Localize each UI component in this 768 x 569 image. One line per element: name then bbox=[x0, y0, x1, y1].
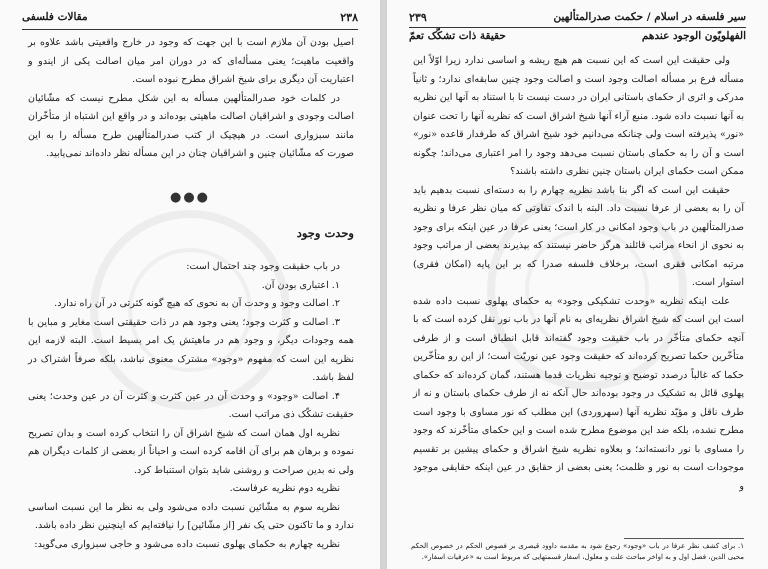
running-title: مقالات فلسفی bbox=[22, 11, 88, 23]
page-number: ۲۳۹ bbox=[409, 10, 427, 24]
paragraph: نظریه سوم به مشّائین نسبت داده می‌شود ولی به نظر ما این نسبت اساسی ندارد و ما تاکنون حتی یک نفر [از مشّائین] را نیافته‌ایم که اینچنین نظر داده باشد. bbox=[28, 501, 354, 531]
page-number: ۲۳۸ bbox=[340, 10, 358, 24]
header-rule bbox=[22, 29, 358, 30]
paragraph: نظریه چهارم به حکمای پهلوی نسبت داده می‌شود و حاجی سبزواری می‌گوید: bbox=[34, 538, 340, 550]
paragraph: ولی حقیقت این است که این نسبت هم هیچ ریشه و اساسی ندارد زیرا اوّلاً این مسأله فرع بر مسأله اصالت وجود است و اصالت وجود چنین سابقه‌ای ندارد؛ و ثانیاً مدرکی و اثری از حکمای باستانی ایران در دست نیست تا با استناد به آنها این نظریه به آنها نسبت داده شود. منبع آراء آنها شیخ اشراق است که نظریه آنها را تحت عنوان «نور» پذیرفته است ولی چنانکه می‌دانیم خود شیخ اشراق که طرفدار قاعده «نور» است و آن را به حکمای باستان نسبت می‌دهد وجود را امر اعتباری می‌داند؛ چگونه ممکن است حکمای ایران باستان چنین نظری داشته باشند؟ bbox=[413, 55, 744, 177]
paragraph: اصیل بودن آن ملازم است با این جهت که وجود در خارج واقعیتی باشد علاوه بر واقعیت ماهیت؛ یعنی مسأله‌ای که در دوران امر میان اصالت یکی از ایندو و اعتباریت آن دیگری برای شیخ اشراق مطرح نبوده است. bbox=[28, 37, 354, 85]
list-item: ۱. اعتباری بودن آن. bbox=[261, 279, 340, 291]
section-title: وحدت وجود bbox=[296, 226, 354, 240]
paragraph: نظریه دوم نظریه عرفاست. bbox=[229, 483, 340, 494]
list-item: ۳. اصالت و کثرت وجود؛ یعنی وجود هم در ذات حقیقتی است مغایر و مباین با همه وجودات دیگر، و وجود هم در ماهیتش یک امر بسیط است. البته لازمه این نظریه این است که مفهوم «وجود» مشترک معنوی نباشد، بلکه صرفاً اشتراک در لفظ باشد. bbox=[28, 316, 354, 383]
footnote-rule bbox=[624, 538, 744, 539]
verse-line bbox=[409, 30, 746, 42]
verse-hemistich-right: الفهلویّون الوجود عندهم bbox=[641, 30, 746, 42]
left-intro-text bbox=[28, 34, 354, 164]
left-section-text bbox=[28, 258, 354, 554]
list-item: ۴. اصالت «وجود» و وحدت آن در عین کثرت و کثرت آن در عین وحدت؛ یعنی حقیقت تشکّک ذی مراتب است. bbox=[28, 390, 354, 420]
right-page-header bbox=[409, 8, 746, 26]
paragraph: حقیقت این است که اگر بنا باشد نظریه چهارم را به دسته‌ای نسبت بدهیم باید آن را به بعضی از عرفا نسبت داد. البته با اندک تفاوتی که میان نظر عرفا و نظریه صدرالمتألهین در باب وجود امکانی در کار است؛ یعنی عرفا در عین اینکه برای وجود به نحوی از انحاء مراتب قائلند هرگز حاضر نیستند که بپذیرند بعضی از مراتب وجود مرتبه امکانی فقری است، برخلاف فلسفه صدرا که بر این پایه (امکان فقری) استوار است. bbox=[413, 184, 744, 288]
left-page bbox=[0, 0, 381, 569]
header-rule bbox=[409, 27, 746, 28]
right-body-text bbox=[413, 52, 744, 496]
paragraph: در کلمات خود صدرالمتألهین مسأله به این شکل مطرح نیست که مشّائیان اصالت وجودی و اشراقیان اصالت ماهیتی بوده‌اند و در واقع این اشتباه از متأخّران مانند سبزواری است. در هیچیک از کتب صدرالمتألهین طرح مسأله را به این صورت که مشّائیان چنین و اشراقیان چنان در این مسأله نظر داده‌اند نمی‌یابید. bbox=[28, 92, 354, 159]
footnote: ۱. برای کشف نظر عرفا در باب «وجود» رجوع شود به مقدمه داوود قیصری بر فصوص الحکم در خصوص الحکم محیی الدین، فصل اول و به اواخر مباحث علت و معلول، اسفار قسمتهایی که مربوط است به «عرفیات اسفار». bbox=[411, 542, 744, 561]
verse-hemistich-left: حقیقة ذات تشکّک تعمّ bbox=[409, 30, 506, 42]
list-item: ۲. اصالت وجود و وحدت آن به نحوی که هیچ گونه کثرتی در آن راه ندارد. bbox=[54, 298, 340, 309]
paragraph: نظریه اول همان است که شیخ اشراق آن را انتخاب کرده است و بدان تصریح نموده و برهان هم برای آن اقامه کرده است و احیاناً از بعضی از کلمات دیگران هم ولی نه بدین صراحت و روشنی شاید بتوان استنباط کرد. bbox=[28, 427, 354, 476]
paragraph: در باب حقیقت وجود چند احتمال است: bbox=[186, 261, 340, 272]
right-page bbox=[386, 0, 768, 569]
left-page-header bbox=[22, 8, 358, 26]
section-ornament: ●●● bbox=[169, 190, 211, 205]
paragraph: علت اینکه نظریه «وحدت تشکیکی وجود» به حکمای پهلوی نسبت داده شده است این است که شیخ اشراق نظریه‌ای به نام آنها در باب نور نقل کرده است که با آنچه حکمای متأخّر در باب حقیقت وجود گفته‌اند قابل انطباق است و از طرفی متأخّرین حکما تصریح کرده‌اند که حقیقت وجود عین نوریّت است؛ از این رو متأخّرین حکما که غالباً درصدد توضیح و توجیه نظریات قدما هستند، گمان کرده‌اند که حکمای پهلوی قائل به تشکیک در وجود بوده‌اند حال آنکه نه از طرف حکمای باستان و نه از طرف ناقل و مؤیّد نظریه آنها (سهروردی) این مطلب که نور مساوی با وجود است مطرح نشده، بلکه ضد این موضوع مطرح شده است و این حکمای متأخّرند که وجود را مساوی با نور دانسته‌اند؛ و بعلاوه نظریه شیخ اشراق و حکمای پیشین بر تقسیم موجودات است به نور و ظلمت؛ یعنی بعضی از حقایق در عین اینکه حقایقی موجود و bbox=[413, 295, 744, 492]
running-title: سیر فلسفه در اسلام / حکمت صدرالمتألهین bbox=[553, 11, 746, 23]
